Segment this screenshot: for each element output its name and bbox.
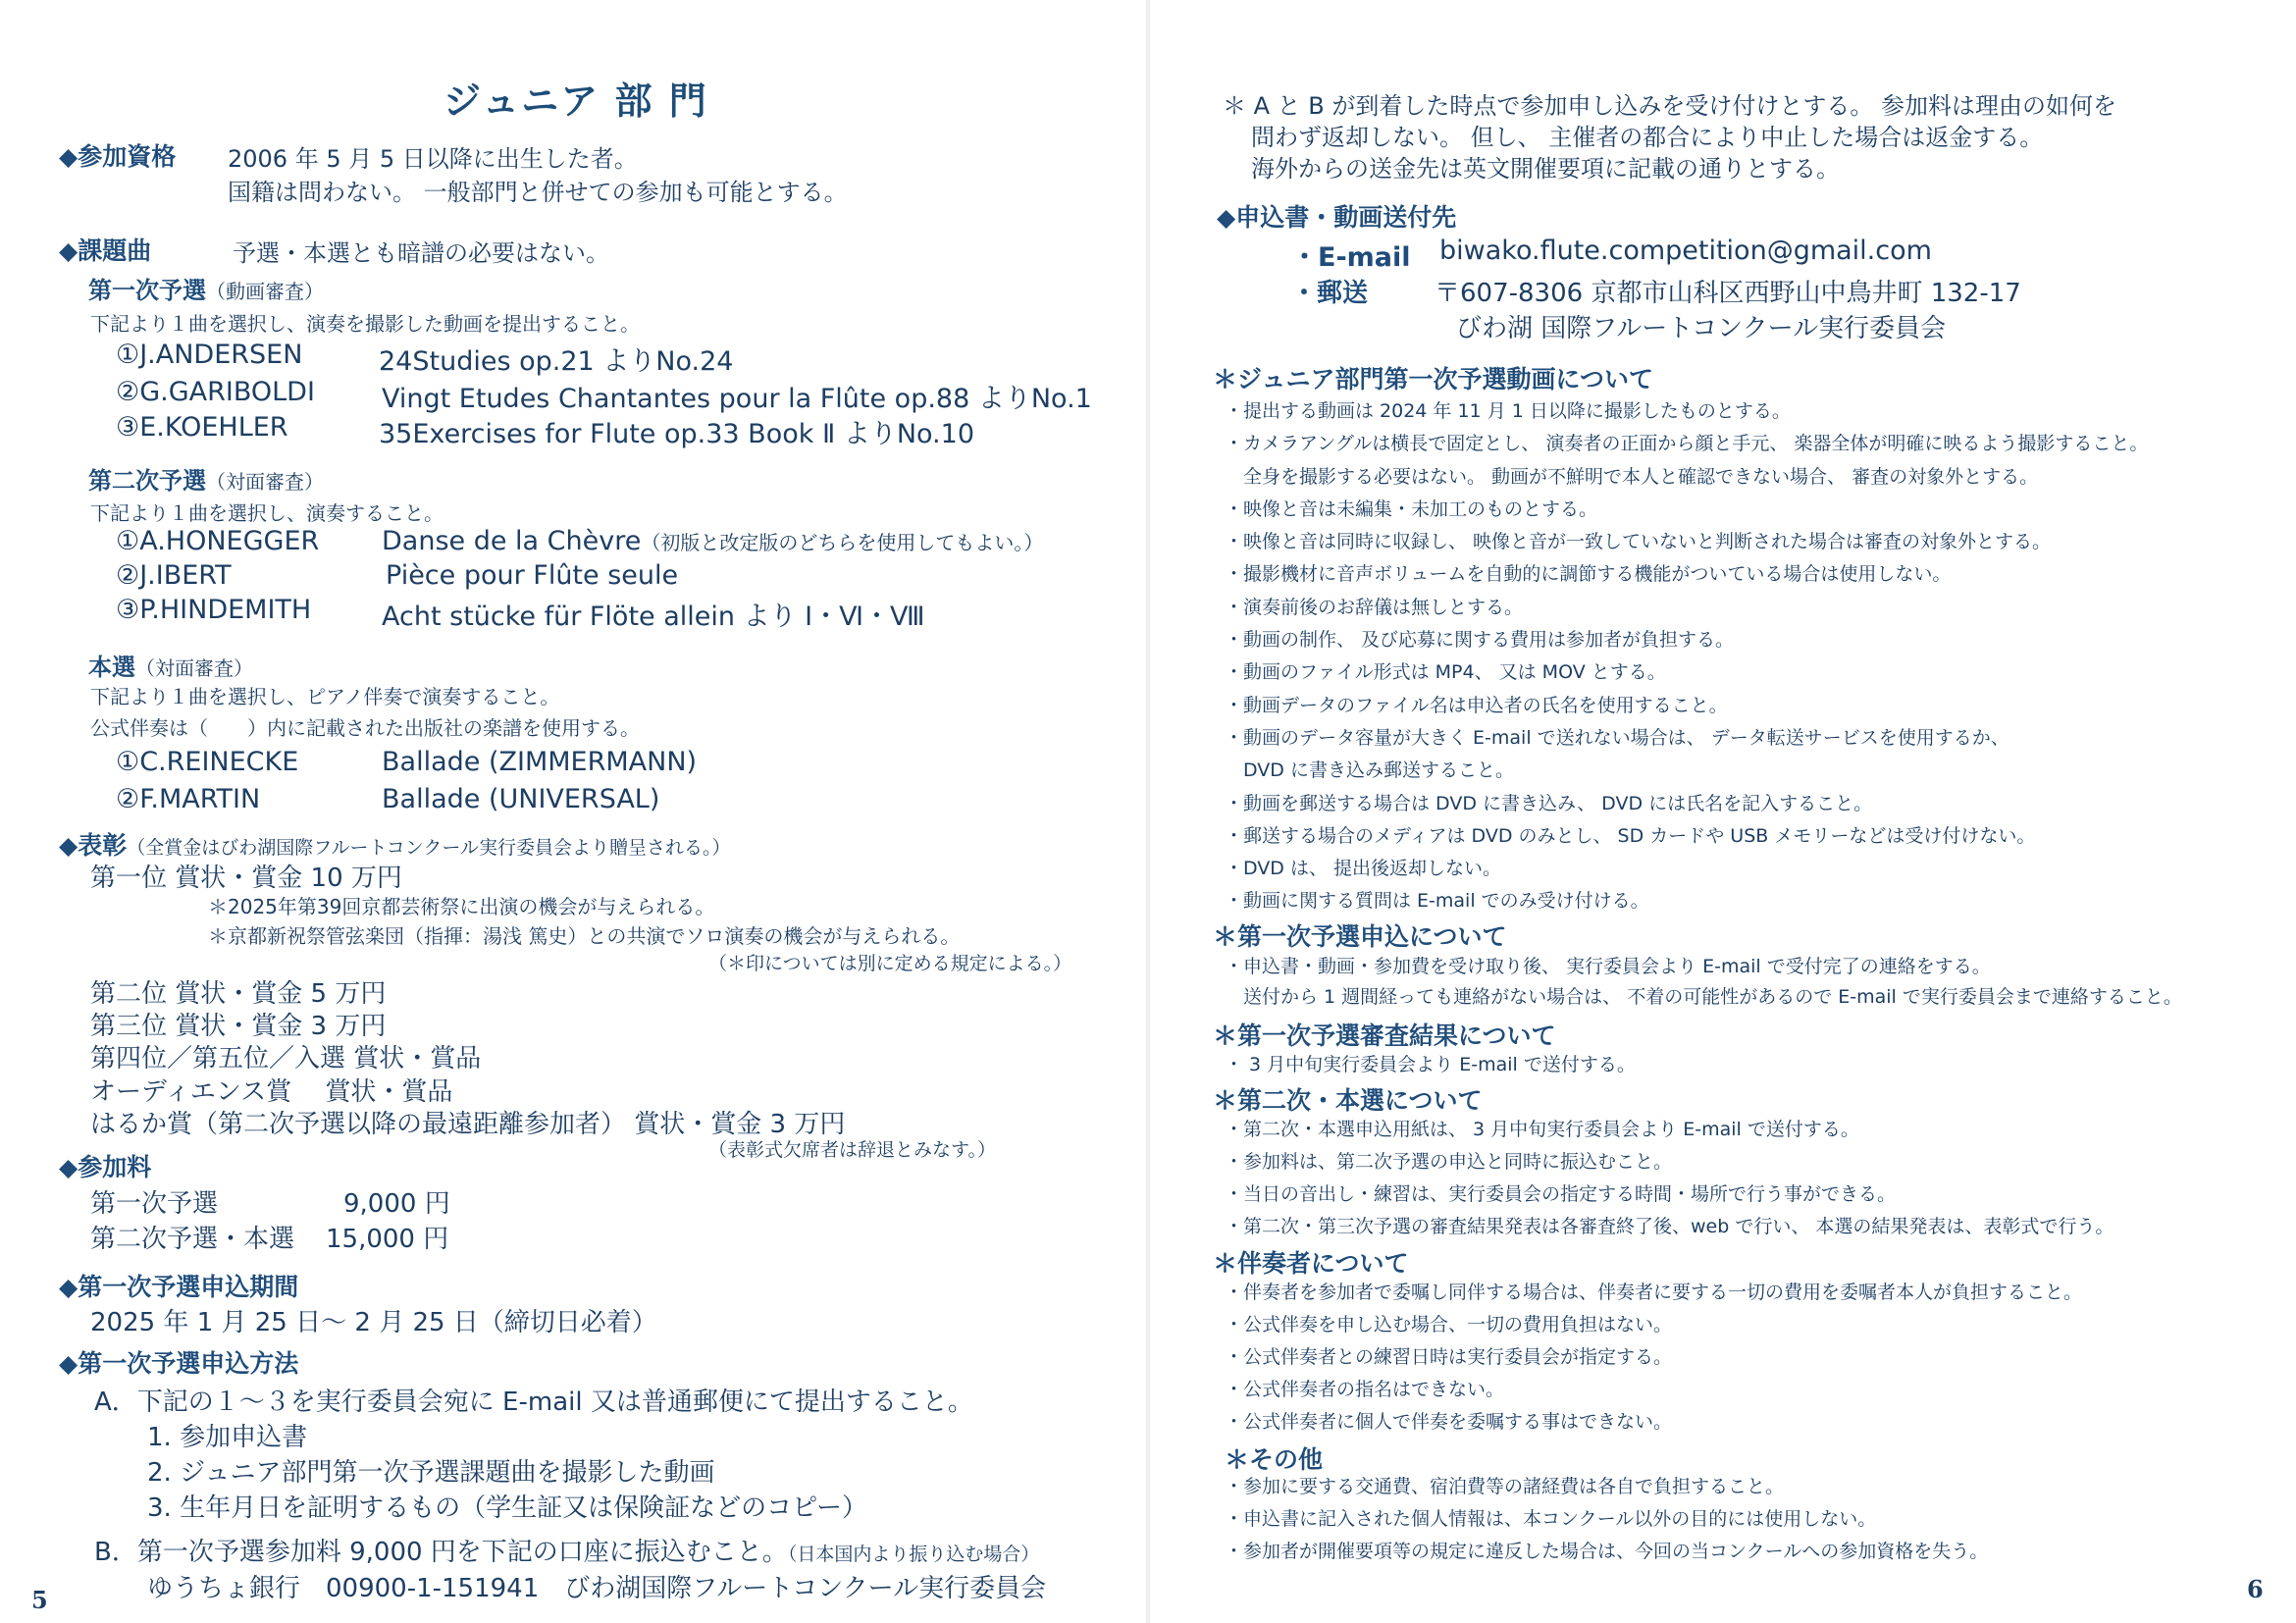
second-round-instruction: 下記より１曲を選択し、演奏すること。 xyxy=(90,501,444,525)
second-round-work-1 xyxy=(382,526,1043,556)
page-number-right: 6 xyxy=(2247,1575,2264,1603)
final-round-composer-2: ②F.MARTIN xyxy=(116,784,261,814)
other-item: ・参加に要する交通費、宿泊費等の諸経費は各自で負担すること。 xyxy=(1225,1476,1785,1497)
accompanist-item: ・公式伴奏者との練習日時は実行委員会が指定する。 xyxy=(1225,1346,1673,1368)
first-round-instruction: 下記より１曲を選択し、演奏を撮影した動画を提出すること。 xyxy=(90,312,640,336)
final-round-work-1: Ballade (ZIMMERMANN) xyxy=(382,747,698,777)
other-list xyxy=(1225,1472,1988,1569)
video-item: ・映像と音は未編集・未加工のものとする。 xyxy=(1225,497,1598,520)
top-note-2: 問わず返却しない。 但し、 主催者の都合により中止した場合は返金する。 xyxy=(1251,124,2044,151)
awards-label: ◆表彰 xyxy=(59,831,128,860)
post-organization: びわ湖 国際フルートコンクール実行委員会 xyxy=(1456,314,1947,343)
second-final-item: ・参加料は、第二次予選の申込と同時に振込むこと。 xyxy=(1225,1151,1673,1173)
final-round-instruction-2: 公式伴奏は（ ）内に記載された出版社の楽譜を使用する。 xyxy=(90,716,640,740)
award-first-note-2: ＊京都新祝祭管弦楽団（指揮：湯浅 篤史）との共演でソロ演奏の機会が与えられる。 xyxy=(208,924,961,948)
accompanist-item: ・公式伴奏を申し込む場合、一切の費用負担はない。 xyxy=(1225,1314,1673,1335)
first-round-work-3: 35Exercises for Flute op.33 Book Ⅱ よりNo.10 xyxy=(379,419,974,449)
second-round-work-3: Acht stücke für Flöte allein より Ⅰ・Ⅵ・Ⅷ xyxy=(382,602,925,632)
fee-row1-value: 9,000 円 xyxy=(343,1189,450,1219)
fees-label: ◆参加料 xyxy=(59,1153,152,1181)
apply-item: 送付から 1 週間経っても連絡がない場合は、 不着の可能性があるので E-mail で実行委員会まで連絡すること。 xyxy=(1225,986,2182,1008)
fee-row2-label: 第二次予選・本選 xyxy=(90,1225,295,1254)
award-absent-note: （表彰式欠席者は辞退とみなす。） xyxy=(708,1139,996,1161)
other-label: ＊その他 xyxy=(1225,1445,1324,1474)
video-item: ・映像と音は同時に収録し、 映像と音が一致していないと判断された場合は審査の対象外とする。 xyxy=(1225,531,2052,553)
eligibility-line2: 国籍は問わない。 一般部門と併せての参加も可能とする。 xyxy=(228,179,848,206)
result-item: ・ 3 月中旬実行委員会より E-mail で送付する。 xyxy=(1225,1054,1636,1075)
second-final-item: ・当日の音出し・練習は、実行委員会の指定する時間・場所で行う事ができる。 xyxy=(1225,1183,1897,1205)
final-round-composer-1: ①C.REINECKE xyxy=(116,747,299,777)
video-item: ・動画のデータ容量が大きく E-mail で送れない場合は、 データ転送サービスを使用するか、 xyxy=(1225,726,2009,749)
video-item: ・動画データのファイル名は申込者の氏名を使用すること。 xyxy=(1225,694,1728,716)
award-haruka: はるか賞（第二次予選以降の最遠距離参加者） 賞状・賞金 3 万円 xyxy=(90,1110,846,1139)
pieces-note: 予選・本選とも暗譜の必要はない。 xyxy=(233,239,609,267)
video-item: ・提出する動画は 2024 年 11 月 1 日以降に撮影したものとする。 xyxy=(1225,400,1791,422)
award-first-note-3: （＊印については別に定める規定による。） xyxy=(708,953,1072,974)
second-final-item: ・第二次・本選申込用紙は、 3 月中旬実行委員会より E-mail で送付する。 xyxy=(1225,1119,1859,1140)
video-item: 全身を撮影する必要はない。 動画が不鮮明で本人と確認できない場合、 審査の対象外とする。 xyxy=(1225,465,2039,488)
first-round-heading-text: 第一次予選 xyxy=(88,277,206,304)
email-address[interactable]: biwako.flute.competition@gmail.com xyxy=(1439,236,1932,266)
award-first: 第一位 賞状・賞金 10 万円 xyxy=(90,864,402,893)
second-final-label: ＊第二次・本選について xyxy=(1213,1086,1483,1115)
first-round-work-2: Vingt Etudes Chantantes pour la Flûte op.88 よりNo.1 xyxy=(382,384,1092,414)
period-value: 2025 年 1 月 25 日～ 2 月 25 日（締切日必着） xyxy=(90,1308,657,1337)
second-round-composer-3: ③P.HINDEMITH xyxy=(116,595,312,625)
video-item: ・カメラアングルは横長で固定とし、 演奏者の正面から顔と手元、 楽器全体が明確に映るよう撮影すること。 xyxy=(1225,433,2149,455)
first-round-heading-note: （動画審査） xyxy=(206,280,324,303)
apply-list xyxy=(1225,952,2182,1013)
accompanist-item: ・伴奏者を参加者で委嘱し同伴する場合は、伴奏者に要する一切の費用を委嘱者本人が負担すること。 xyxy=(1225,1282,2083,1303)
video-label: ＊ジュニア部門第一次予選動画について xyxy=(1213,365,1654,393)
award-audience: オーディエンス賞 賞状・賞品 xyxy=(90,1077,453,1107)
accompanist-label: ＊伴奏者について xyxy=(1213,1249,1409,1278)
top-note-1: ＊ A と B が到着した時点で参加申し込みを受け付けとする。 参加料は理由の如何を xyxy=(1223,92,2117,120)
other-item: ・申込書に記入された個人情報は、本コンクール以外の目的には使用しない。 xyxy=(1225,1508,1877,1530)
method-a: A．下記の１～３を実行委員会宛に E-mail 又は普通郵便にて提出すること。 xyxy=(94,1387,973,1417)
top-note-3: 海外からの送金先は英文開催要項に記載の通りとする。 xyxy=(1251,155,1840,183)
final-round-heading-text: 本選 xyxy=(88,654,135,681)
award-third: 第三位 賞状・賞金 3 万円 xyxy=(90,1012,387,1041)
page-number-left: 5 xyxy=(31,1586,48,1614)
first-round-composer-2: ②G.GARIBOLDI xyxy=(116,377,315,407)
awards-label-note: （全賞金はびわ湖国際フルートコンクール実行委員会より贈呈される。） xyxy=(127,837,731,859)
second-round-work-2: Pièce pour Flûte seule xyxy=(386,560,679,591)
final-round-heading xyxy=(88,648,253,682)
method-b-text: B．第一次予選参加料 9,000 円を下記の口座に振込むこと。 xyxy=(94,1538,788,1567)
eligibility-label: ◆参加資格 xyxy=(59,142,177,171)
method-bank: ゆうちょ銀行 00900-1-151941 びわ湖国際フルートコンクール実行委員会 xyxy=(147,1574,1047,1603)
contact-label: ◆申込書・動画送付先 xyxy=(1217,203,1457,232)
second-round-work-1-note: （初版と改定版のどちらを使用してもよい。） xyxy=(641,531,1044,554)
page-title: ジュニア 部 門 xyxy=(444,79,708,123)
video-item: ・郵送する場合のメディアは DVD のみとし、 SD カードや USB メモリーなどは受け付けない。 xyxy=(1225,824,2036,847)
post-label: ・郵送 xyxy=(1291,279,1369,308)
accompanist-item: ・公式伴奏者の指名はできない。 xyxy=(1225,1379,1505,1400)
accompanist-list xyxy=(1225,1278,2082,1440)
post-address: 〒607-8306 京都市山科区西野山中鳥井町 132-17 xyxy=(1435,279,2021,308)
first-round-composer-1: ①J.ANDERSEN xyxy=(116,340,303,370)
second-final-list xyxy=(1225,1115,2113,1244)
apply-item: ・申込書・動画・参加費を受け取り後、 実行委員会より E-mail で受付完了の連絡をする。 xyxy=(1225,956,1991,977)
right-page xyxy=(1148,0,2296,1623)
first-round-heading xyxy=(88,271,324,305)
awards-heading xyxy=(59,826,730,862)
accompanist-item: ・公式伴奏者に個人で伴奏を委嘱する事はできない。 xyxy=(1225,1411,1673,1433)
video-item: ・DVD は、 提出後返却しない。 xyxy=(1225,858,1502,880)
method-a1: 1. 参加申込書 xyxy=(147,1423,308,1452)
method-a2: 2. ジュニア部門第一次予選課題曲を撮影した動画 xyxy=(147,1458,715,1488)
second-round-heading-note: （対面審査） xyxy=(206,470,324,494)
second-round-composer-2: ②J.IBERT xyxy=(116,560,232,591)
method-a3: 3. 生年月日を証明するもの（学生証又は保険証などのコピー） xyxy=(147,1493,868,1523)
method-b xyxy=(94,1532,1039,1568)
pieces-label: ◆課題曲 xyxy=(59,236,152,265)
second-final-item: ・第二次・第三次予選の審査結果発表は各審査終了後、web で行い、 本選の結果発表は、表彰式で行う。 xyxy=(1225,1216,2114,1237)
second-round-heading-text: 第二次予選 xyxy=(88,467,206,495)
video-item: ・演奏前後のお辞儀は無しとする。 xyxy=(1225,596,1524,618)
video-list xyxy=(1225,396,2148,919)
video-item: ・動画の制作、 及び応募に関する費用は参加者が負担する。 xyxy=(1225,629,1735,652)
fee-row2-value: 15,000 円 xyxy=(326,1225,449,1254)
award-second: 第二位 賞状・賞金 5 万円 xyxy=(90,979,387,1009)
first-round-work-1: 24Studies op.21 よりNo.24 xyxy=(379,346,734,377)
video-item: ・撮影機材に音声ボリュームを自動的に調節する機能がついている場合は使用しない。 xyxy=(1225,563,1952,586)
result-label: ＊第一次予選審査結果について xyxy=(1213,1021,1556,1050)
video-item: DVD に書き込み郵送すること。 xyxy=(1225,759,1514,782)
first-round-composer-3: ③E.KOEHLER xyxy=(116,412,288,443)
video-item: ・動画に関する質問は E-mail でのみ受け付ける。 xyxy=(1225,890,1649,913)
second-round-heading xyxy=(88,461,324,496)
second-round-composer-1: ①A.HONEGGER xyxy=(116,526,320,556)
award-fourth: 第四位／第五位／入選 賞状・賞品 xyxy=(90,1044,482,1073)
second-round-work-1-title: Danse de la Chèvre xyxy=(382,526,642,556)
final-round-work-2: Ballade (UNIVERSAL) xyxy=(382,784,660,814)
email-label: ・E-mail xyxy=(1291,242,1411,273)
method-b-note: （日本国内より振り込む場合） xyxy=(787,1544,1040,1565)
video-item: ・動画のファイル形式は MP4、 又は MOV とする。 xyxy=(1225,661,1666,684)
final-round-heading-note: （対面審査） xyxy=(135,656,253,680)
other-item: ・参加者が開催要項等の規定に違反した場合は、今回の当コンクールへの参加資格を失う。 xyxy=(1225,1541,1989,1562)
method-label: ◆第一次予選申込方法 xyxy=(59,1349,299,1378)
final-round-instruction-1: 下記より１曲を選択し、ピアノ伴奏で演奏すること。 xyxy=(90,685,560,708)
video-item: ・動画を郵送する場合は DVD に書き込み、 DVD には氏名を記入すること。 xyxy=(1225,792,1873,814)
period-label: ◆第一次予選申込期間 xyxy=(59,1273,299,1301)
fee-row1-label: 第一次予選 xyxy=(90,1189,219,1219)
award-first-note-1: ＊2025年第39回京都芸術祭に出演の機会が与えられる。 xyxy=(208,895,715,918)
apply-label: ＊第一次予選申込について xyxy=(1213,922,1507,951)
eligibility-line1: 2006 年 5 月 5 日以降に出生した者。 xyxy=(228,145,638,173)
